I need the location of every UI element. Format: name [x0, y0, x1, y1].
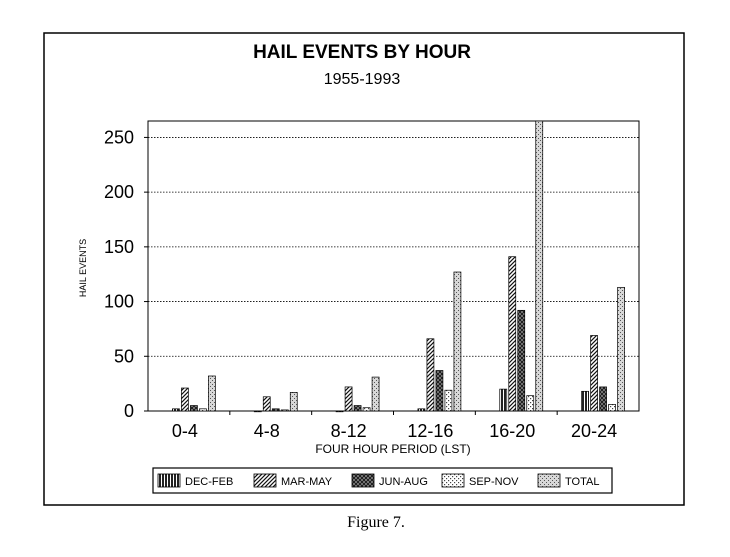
bar-mar-may — [427, 339, 434, 411]
y-axis-label: HAIL EVENTS — [78, 238, 88, 298]
bar-mar-may — [591, 335, 598, 411]
bar-jun-aug — [518, 310, 525, 411]
x-category-label: 4-8 — [253, 421, 280, 441]
x-category-label: 8-12 — [330, 421, 367, 441]
bar-total — [454, 272, 461, 411]
bar-total — [618, 287, 625, 411]
bar-sep-nov — [199, 409, 206, 411]
bar-total — [536, 121, 543, 411]
bar-jun-aug — [190, 406, 197, 411]
legend-swatch — [158, 474, 180, 487]
legend-swatch — [254, 474, 276, 487]
bar-total — [290, 392, 297, 411]
legend-label: MAR-MAY — [281, 476, 333, 488]
x-category-label: 20-24 — [571, 421, 618, 441]
bar-mar-may — [181, 388, 188, 411]
y-tick-label: 150 — [103, 236, 134, 257]
x-category-label: 12-16 — [407, 421, 454, 441]
bar-total — [208, 376, 215, 411]
y-tick-label: 100 — [103, 291, 134, 312]
bar-dec-feb — [418, 409, 425, 411]
bar-mar-may — [263, 397, 270, 411]
legend-swatch — [352, 474, 374, 487]
legend-label: TOTAL — [565, 476, 600, 488]
chart-title: HAIL EVENTS BY HOUR — [253, 42, 471, 63]
bar-dec-feb — [582, 391, 589, 411]
bar-jun-aug — [272, 409, 279, 411]
bar-dec-feb — [172, 409, 179, 411]
x-category-label: 16-20 — [489, 421, 536, 441]
legend-label: DEC-FEB — [185, 476, 234, 488]
y-axis-ticks — [104, 127, 148, 421]
bar-jun-aug — [600, 387, 607, 411]
bar-dec-feb — [336, 411, 343, 412]
bar-sep-nov — [527, 396, 534, 411]
x-axis-categories — [172, 411, 617, 441]
legend-label: JUN-AUG — [379, 476, 428, 488]
bar-mar-may — [509, 257, 516, 411]
y-tick-label: 200 — [103, 182, 134, 203]
plot-area — [148, 121, 639, 411]
legend-label: SEP-NOV — [469, 476, 519, 488]
bar-jun-aug — [436, 371, 443, 411]
y-tick-label: 0 — [123, 401, 134, 421]
figure-caption: Figure 7. — [347, 514, 405, 531]
legend-swatch — [442, 474, 464, 487]
bar-sep-nov — [363, 408, 370, 411]
bar-jun-aug — [354, 406, 361, 411]
x-axis-label: FOUR HOUR PERIOD (LST) — [315, 442, 471, 456]
y-tick-label: 250 — [103, 127, 134, 148]
bar-sep-nov — [281, 410, 288, 411]
bar-sep-nov — [609, 404, 616, 411]
bar-mar-may — [345, 387, 352, 411]
bar-dec-feb — [500, 389, 507, 411]
y-tick-label: 50 — [113, 346, 134, 367]
legend-swatch — [538, 474, 560, 487]
bar-dec-feb — [254, 411, 261, 412]
bar-sep-nov — [445, 390, 452, 411]
x-category-label: 0-4 — [171, 421, 198, 441]
chart-subtitle: 1955-1993 — [323, 71, 401, 88]
bar-total — [372, 377, 379, 411]
